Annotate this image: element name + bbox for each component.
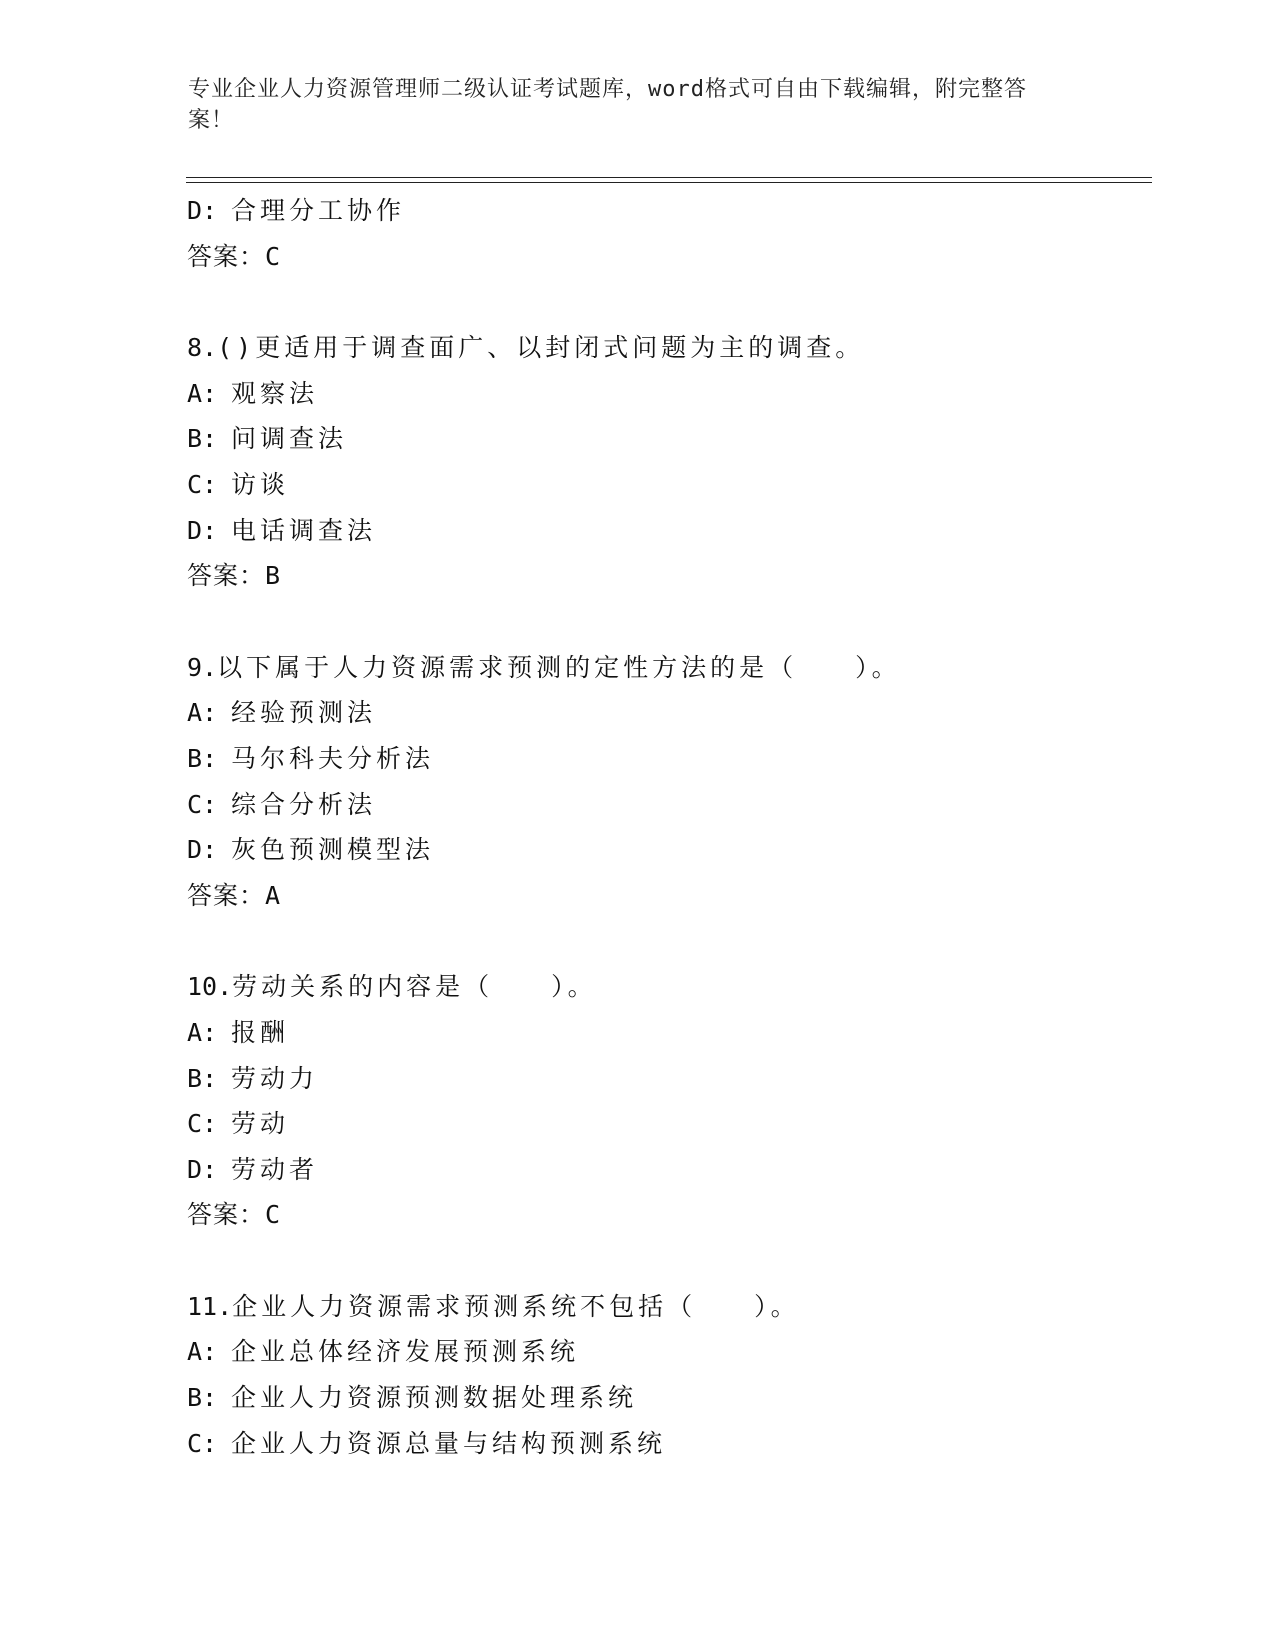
question-10-stem (187, 964, 1147, 1010)
option-c (187, 1421, 1147, 1467)
option-letter: D: (187, 196, 218, 225)
option-d (187, 508, 1147, 554)
option-text: 经验预测法 (231, 698, 377, 728)
header-divider-top (186, 177, 1152, 178)
option-letter: C: (187, 1109, 218, 1139)
option-b (187, 416, 1147, 462)
option-text: 劳动力 (231, 1063, 319, 1093)
question-text: 企业人力资源需求预测系统不包括（ ）。 (232, 1291, 800, 1321)
option-text: 综合分析法 (231, 789, 377, 819)
option-d (187, 1147, 1147, 1193)
option-b (187, 736, 1147, 782)
option-letter: D: (187, 1154, 218, 1184)
option-letter: B: (187, 1063, 218, 1093)
option-text: 观察法 (231, 378, 319, 408)
option-letter: A: (187, 1017, 218, 1047)
answer-line: 答案：C (187, 1200, 282, 1230)
header-divider-bottom (186, 182, 1152, 183)
option-b (187, 1056, 1147, 1102)
question-text: 劳动关系的内容是（ ）。 (232, 972, 597, 1002)
option-text: 企业总体经济发展预测系统 (231, 1337, 580, 1367)
option-a (187, 1329, 1147, 1375)
option-text: 合理分工协作 (231, 196, 406, 225)
option-text: 灰色预测模型法 (231, 835, 435, 865)
option-letter: B: (187, 743, 218, 773)
question-9-stem (187, 645, 1147, 691)
question-number: 8. (187, 333, 218, 363)
answer-line: 答案：A (187, 880, 282, 910)
question-number: 10. (187, 972, 233, 1002)
option-text: 企业人力资源预测数据处理系统 (231, 1383, 638, 1413)
option-letter: A: (187, 698, 218, 728)
option-letter: C: (187, 469, 218, 499)
question-11-stem (187, 1284, 1147, 1330)
option-letter: A: (187, 1337, 218, 1367)
option-c (187, 1101, 1147, 1147)
option-text: 马尔科夫分析法 (231, 743, 435, 773)
option-d (187, 188, 1147, 234)
question-text: ()更适用于调查面广、以封闭式问题为主的调查。 (217, 333, 865, 363)
option-letter: D: (187, 515, 218, 545)
option-text: 企业人力资源总量与结构预测系统 (231, 1428, 667, 1458)
option-b (187, 1375, 1147, 1421)
option-text: 劳动者 (231, 1154, 319, 1184)
option-letter: B: (187, 1383, 218, 1413)
option-letter: A: (187, 378, 218, 408)
option-letter: D: (187, 835, 218, 865)
option-text: 问调查法 (231, 424, 348, 454)
option-text: 劳动 (231, 1109, 290, 1139)
option-c (187, 782, 1147, 828)
option-letter: B: (187, 424, 218, 454)
option-text: 报酬 (231, 1017, 290, 1047)
option-c (187, 462, 1147, 508)
question-8-stem (187, 325, 1147, 371)
option-letter: C: (187, 1428, 218, 1458)
question-number: 9. (187, 652, 218, 682)
option-letter: C: (187, 789, 218, 819)
answer-line: 答案：C (187, 241, 282, 271)
option-text: 访谈 (231, 469, 290, 499)
option-a (187, 690, 1147, 736)
option-text: 电话调查法 (231, 515, 377, 545)
option-a (187, 371, 1147, 417)
question-text: 以下属于人力资源需求预测的定性方法的是（ ）。 (217, 652, 901, 682)
question-list (187, 188, 1147, 1466)
question-number: 11. (187, 1291, 233, 1321)
option-d (187, 827, 1147, 873)
answer-line: 答案：B (187, 561, 282, 591)
document-header: 专业企业人力资源管理师二级认证考试题库，word格式可自由下载编辑，附完整答案！ (188, 77, 1027, 133)
option-a (187, 1010, 1147, 1056)
